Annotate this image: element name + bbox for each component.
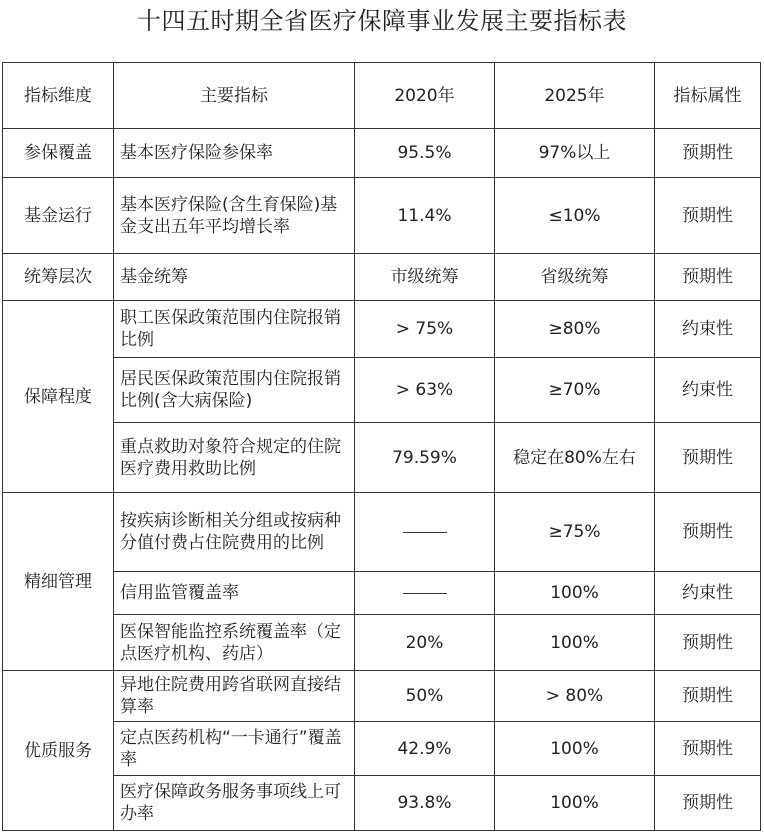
attribute-cell: 预期性 <box>655 178 761 254</box>
value-2020-cell: 79.59% <box>355 423 495 493</box>
dimension-cell: 保障程度 <box>3 301 114 493</box>
dash-placeholder <box>403 532 447 533</box>
table-row <box>3 178 761 254</box>
table-row <box>3 423 761 493</box>
value-2025-cell: ≥80% <box>495 301 655 358</box>
table-row <box>3 776 761 831</box>
value-2025-cell: 省级统筹 <box>495 254 655 301</box>
indicators-table <box>2 62 761 831</box>
value-2020-cell: 95.5% <box>355 129 495 178</box>
indicator-cell: 异地住院费用跨省联网直接结算率 <box>114 671 355 722</box>
value-2025-cell: 100% <box>495 722 655 776</box>
dimension-cell: 基金运行 <box>3 178 114 254</box>
attribute-cell: 预期性 <box>655 423 761 493</box>
dimension-cell: 参保覆盖 <box>3 129 114 178</box>
table-row <box>3 254 761 301</box>
indicator-cell: 医疗保障政务服务事项线上可办率 <box>114 776 355 831</box>
header-2025: 2025年 <box>495 63 655 129</box>
value-2020-cell <box>355 572 495 615</box>
header-dimension: 指标维度 <box>3 63 114 129</box>
dash-placeholder <box>403 593 447 594</box>
value-2020-cell: > 75% <box>355 301 495 358</box>
attribute-cell: 约束性 <box>655 358 761 423</box>
attribute-cell: 预期性 <box>655 671 761 722</box>
value-2025-cell: 100% <box>495 572 655 615</box>
indicator-cell: 职工医保政策范围内住院报销比例 <box>114 301 355 358</box>
indicator-cell: 居民医保政策范围内住院报销比例(含大病保险) <box>114 358 355 423</box>
indicator-cell: 按疾病诊断相关分组或按病种分值付费占住院费用的比例 <box>114 493 355 572</box>
value-2020-cell: 42.9% <box>355 722 495 776</box>
attribute-cell: 预期性 <box>655 493 761 572</box>
value-2025-cell: ≥75% <box>495 493 655 572</box>
indicator-cell: 定点医药机构“一卡通行”覆盖率 <box>114 722 355 776</box>
value-2025-cell: 100% <box>495 615 655 671</box>
value-2020-cell: > 63% <box>355 358 495 423</box>
attribute-cell: 约束性 <box>655 301 761 358</box>
page-title: 十四五时期全省医疗保障事业发展主要指标表 <box>137 7 627 35</box>
value-2025-cell: 稳定在80%左右 <box>495 423 655 493</box>
attribute-cell: 约束性 <box>655 572 761 615</box>
table-row <box>3 615 761 671</box>
indicator-cell: 基本医疗保险参保率 <box>114 129 355 178</box>
table-row <box>3 301 761 358</box>
attribute-cell: 预期性 <box>655 615 761 671</box>
indicator-cell: 医保智能监控系统覆盖率（定点医疗机构、药店） <box>114 615 355 671</box>
table-row <box>3 572 761 615</box>
attribute-cell: 预期性 <box>655 129 761 178</box>
table-row <box>3 358 761 423</box>
value-2020-cell: 93.8% <box>355 776 495 831</box>
dimension-cell: 优质服务 <box>3 671 114 831</box>
table-header-row <box>3 63 761 129</box>
value-2020-cell: 11.4% <box>355 178 495 254</box>
dimension-cell: 精细管理 <box>3 493 114 671</box>
value-2025-cell: ≥70% <box>495 358 655 423</box>
header-indicator: 主要指标 <box>114 63 355 129</box>
value-2020-cell: 50% <box>355 671 495 722</box>
table-row <box>3 129 761 178</box>
indicator-cell: 基本医疗保险(含生育保险)基金支出五年平均增长率 <box>114 178 355 254</box>
indicator-cell: 重点救助对象符合规定的住院医疗费用救助比例 <box>114 423 355 493</box>
attribute-cell: 预期性 <box>655 722 761 776</box>
dimension-cell: 统筹层次 <box>3 254 114 301</box>
indicator-cell: 基金统筹 <box>114 254 355 301</box>
table-row <box>3 671 761 722</box>
attribute-cell: 预期性 <box>655 254 761 301</box>
table-row <box>3 493 761 572</box>
header-attribute: 指标属性 <box>655 63 761 129</box>
value-2025-cell: > 80% <box>495 671 655 722</box>
attribute-cell: 预期性 <box>655 776 761 831</box>
header-2020: 2020年 <box>355 63 495 129</box>
value-2020-cell <box>355 493 495 572</box>
value-2025-cell: 100% <box>495 776 655 831</box>
value-2025-cell: 97%以上 <box>495 129 655 178</box>
value-2020-cell: 市级统筹 <box>355 254 495 301</box>
table-row <box>3 722 761 776</box>
indicator-cell: 信用监管覆盖率 <box>114 572 355 615</box>
value-2020-cell: 20% <box>355 615 495 671</box>
value-2025-cell: ≤10% <box>495 178 655 254</box>
